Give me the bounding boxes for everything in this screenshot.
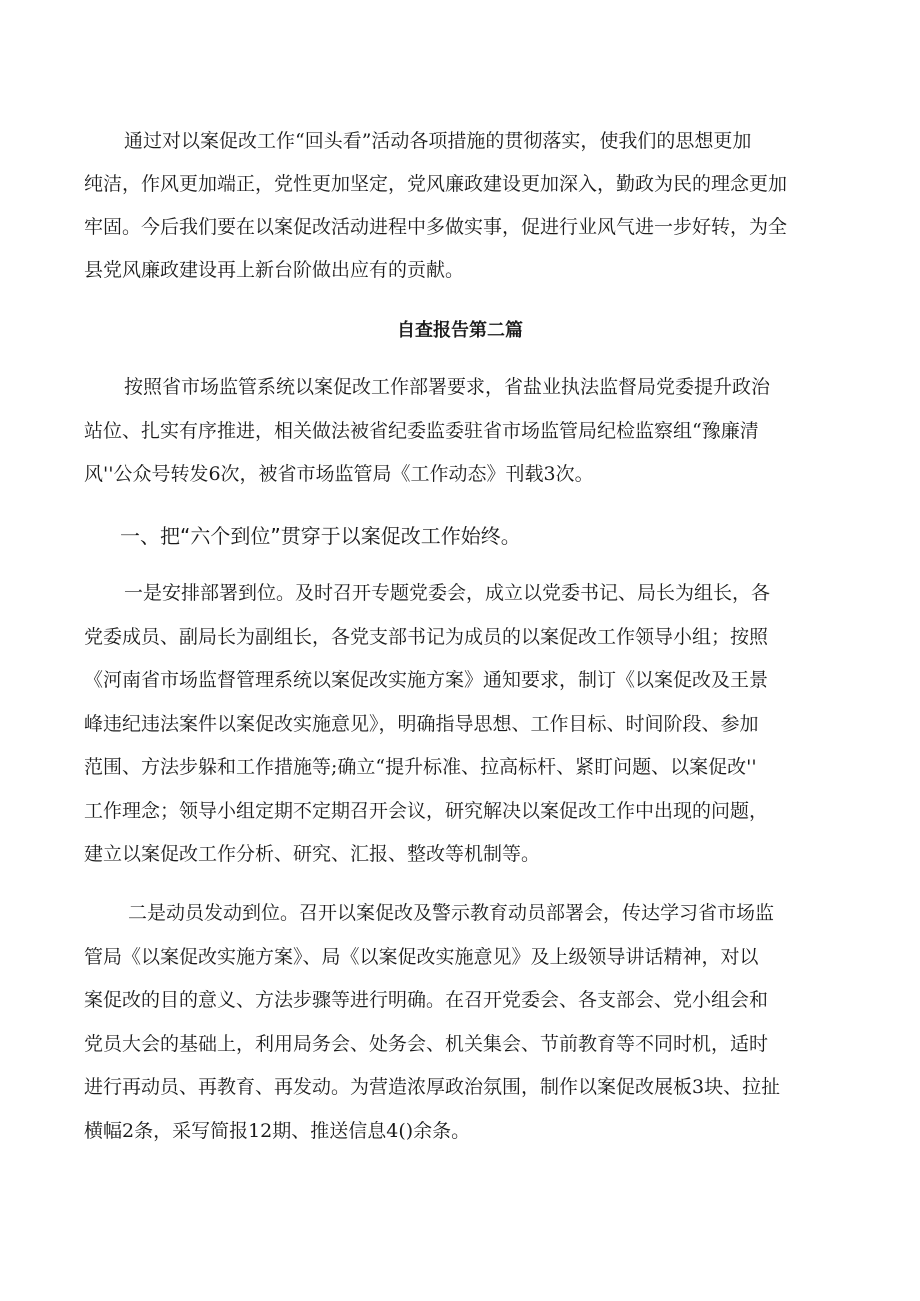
para4-line-6: 横幅2条，采写简报12期、推送信息4()余条。 xyxy=(84,1120,471,1142)
para2-line-3: 风''公众号转发6次，被省市场监管局《工作动态》刊载3次。 xyxy=(84,463,594,485)
para4-line-4: 党员大会的基础上，利用局务会、处务会、机关集会、节前教育等不同时机，适时 xyxy=(84,1033,769,1055)
para2-line-2: 站位、扎实有序推进，相关做法被省纪委监委驻省市场监管局纪检监察组“豫廉清 xyxy=(84,420,759,442)
para4-line-5: 进行再动员、再教育、再发动。为营造浓厚政治氛围，制作以案促改展板3块、拉扯 xyxy=(84,1076,781,1098)
para3-line-4: 峰违纪违法案件以案促改实施意见》，明确指导思想、工作目标、时间阶段、参加 xyxy=(84,713,759,735)
document-heading: 自查报告第二篇 xyxy=(397,320,523,341)
para4-line-3: 案促改的目的意义、方法步骤等进行明确。在召开党委会、各支部会、党小组会和 xyxy=(84,989,769,1011)
para2-line-1: 按照省市场监管系统以案促改工作部署要求，省盐业执法监督局党委提升政治 xyxy=(124,376,771,398)
para1-line-3: 牢固。今后我们要在以案促改活动进程中多做实事，促进行业风气进一步好转，为全 xyxy=(84,216,788,238)
section-heading-1: 一、把“六个到位”贯穿于以案促改工作始终。 xyxy=(120,524,521,548)
para3-line-1: 一是安排部署到位。及时召开专题党委会，成立以党委书记、局长为组长，各 xyxy=(124,582,771,604)
para3-line-2: 党委成员、副局长为副组长，各党支部书记为成员的以案促改工作领导小组；按照 xyxy=(84,626,769,648)
para1-line-4: 县党风廉政建设再上新台阶做出应有的贡献。 xyxy=(84,259,465,281)
para3-line-6: 工作理念；领导小组定期不定期召开会议，研究解决以案促改工作中出现的问题， xyxy=(84,800,769,822)
para3-line-5: 范围、方法步躲和工作措施等;确立“提升标准、拉高标杆、紧盯问题、以案促改'' xyxy=(84,756,757,778)
para3-line-7: 建立以案促改工作分析、研究、汇报、整改等机制等。 xyxy=(84,843,541,865)
para4-line-2: 管局《以案促改实施方案》、局《以案促改实施意见》及上级领导讲话精神，对以 xyxy=(84,946,759,968)
para3-line-3: 《河南省市场监督管理系统以案促改实施方案》通知要求，制订《以案促改及王景 xyxy=(84,669,769,691)
para1-line-2: 纯洁，作风更加端正，党性更加坚定，党风廉政建设更加深入，勤政为民的理念更加 xyxy=(84,173,788,195)
para1-line-1: 通过对以案促改工作“回头看”活动各项措施的贯彻落实，使我们的思想更加 xyxy=(124,130,752,152)
para4-line-1: 二是动员发动到位。召开以案促改及警示教育动员部署会，传达学习省市场监 xyxy=(128,902,775,924)
